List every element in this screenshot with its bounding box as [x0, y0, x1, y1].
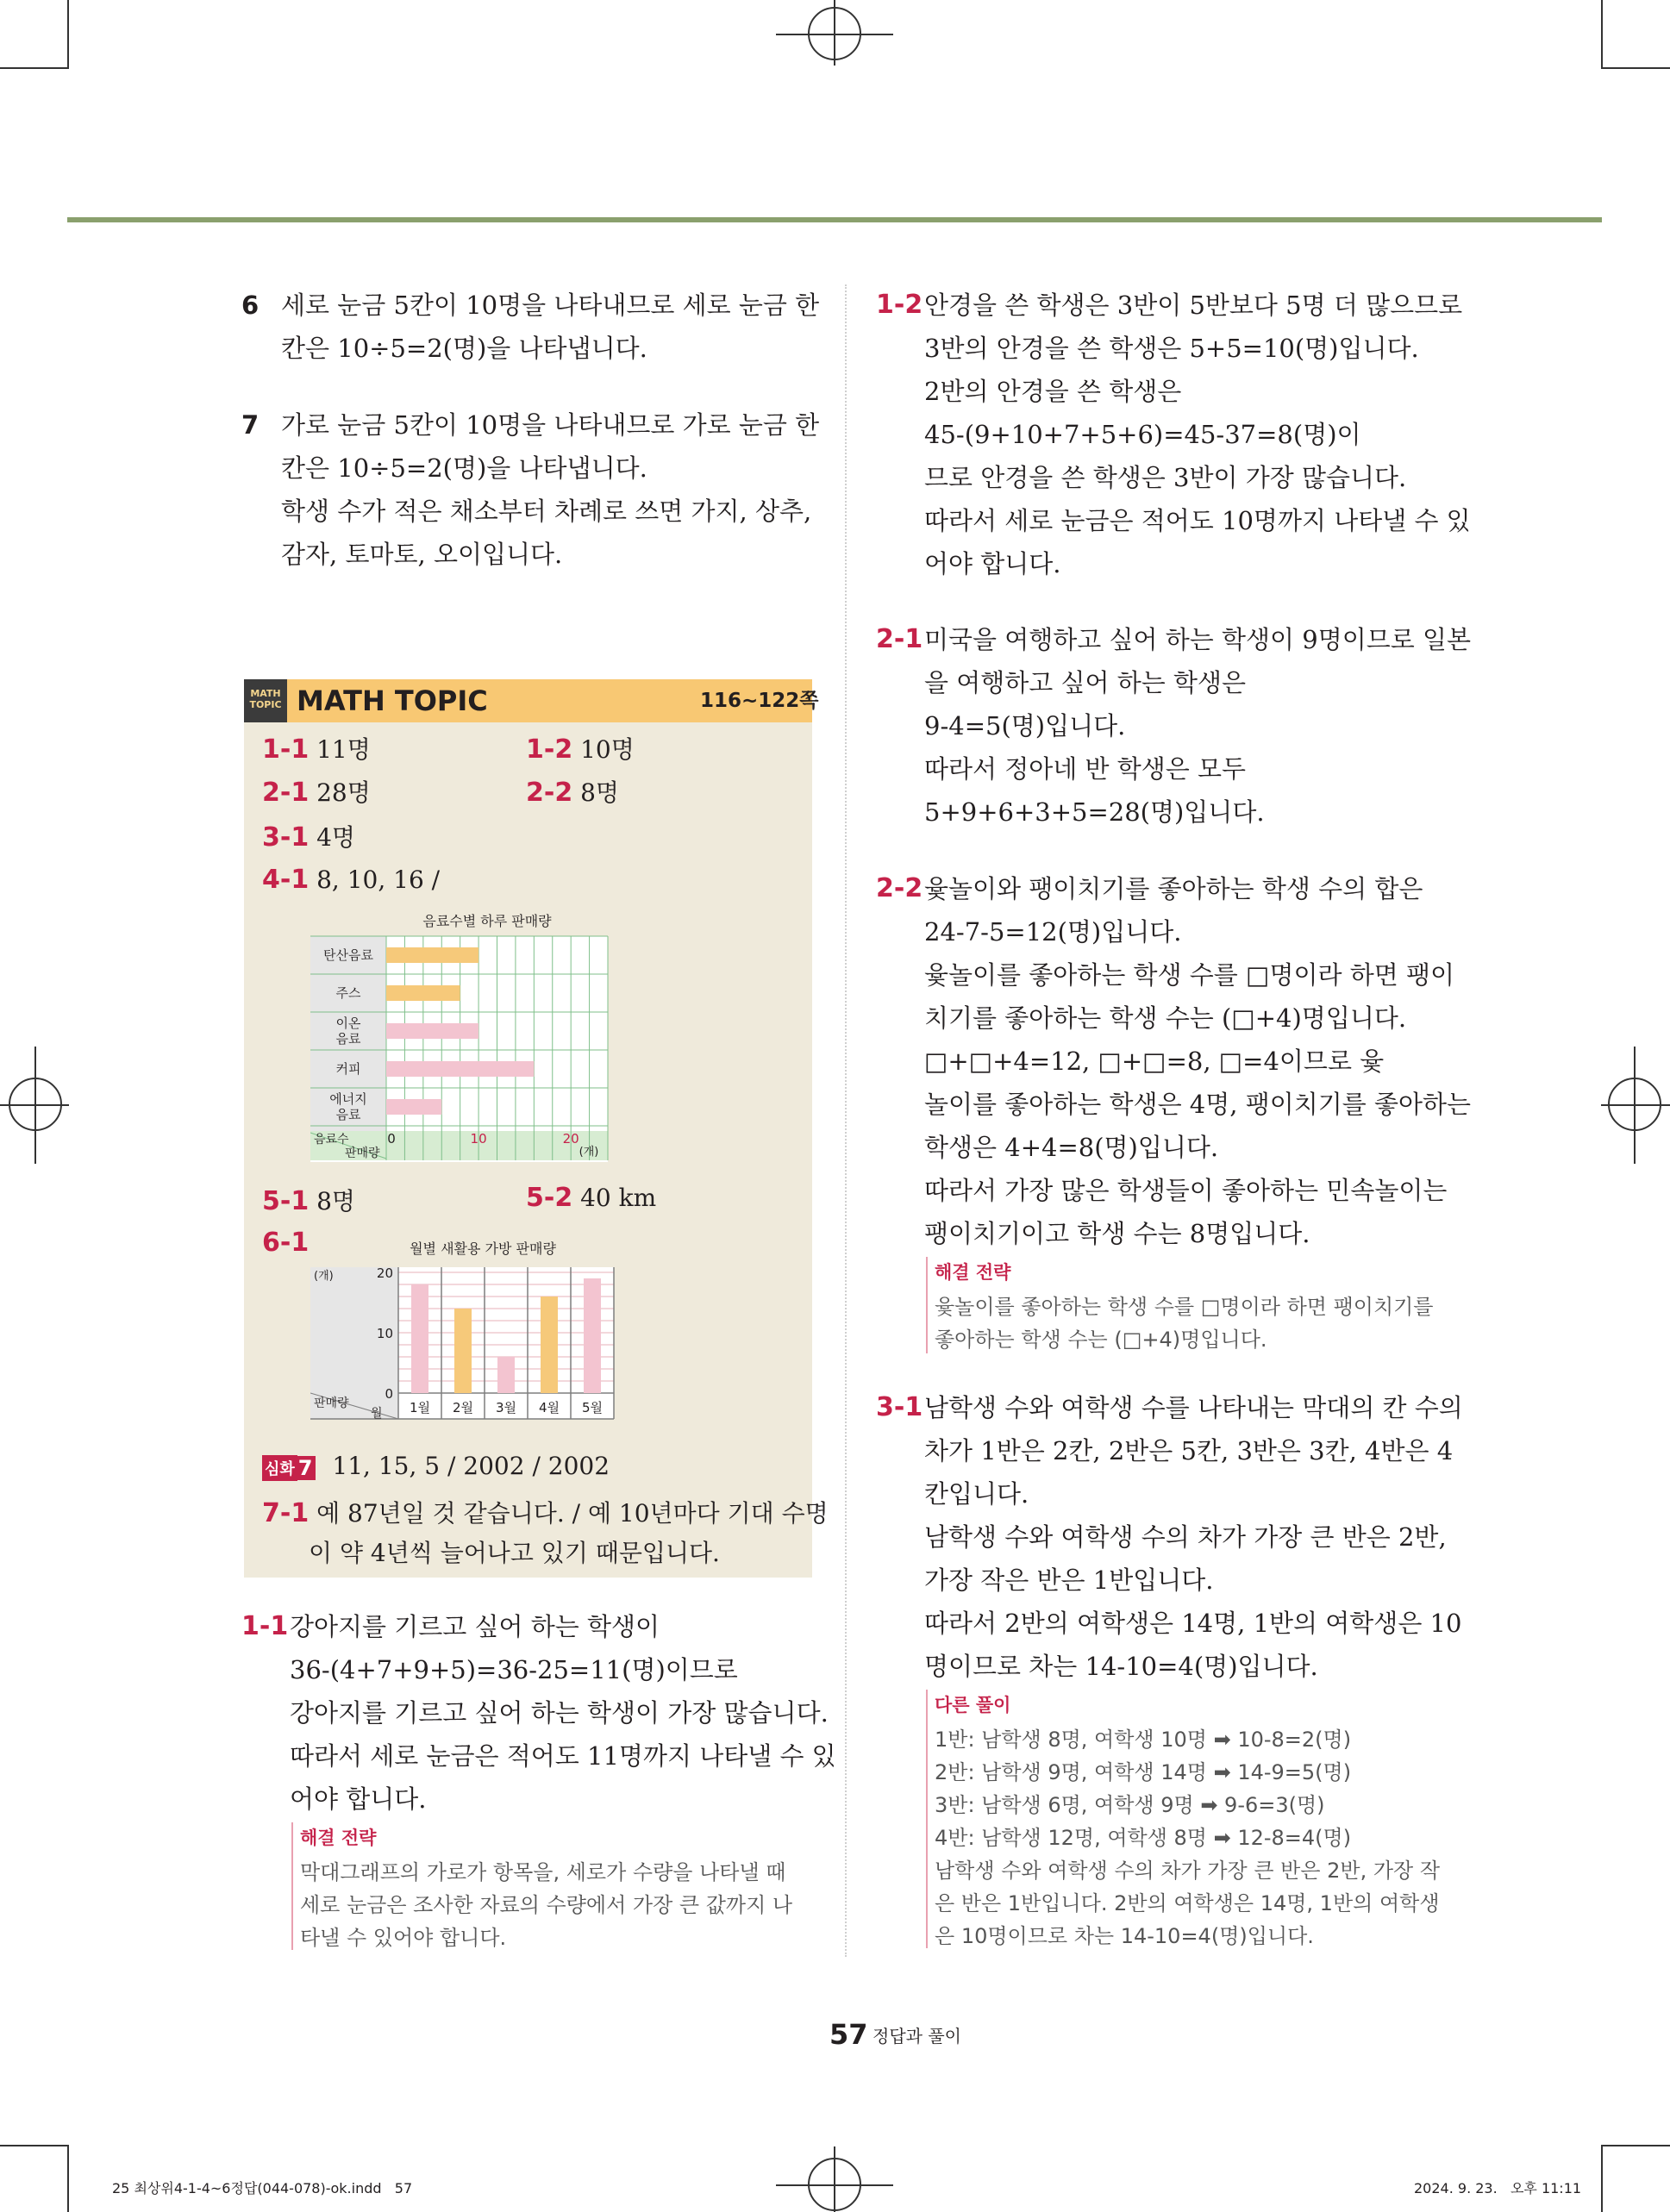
- answer-number: 2-2: [526, 778, 573, 808]
- solution-line: 안경을 쓴 학생은 3반이 5반보다 5명 더 많으므로: [924, 291, 1463, 320]
- category-label: 커피: [335, 1061, 361, 1077]
- solution-line: 어야 합니다.: [924, 549, 1061, 578]
- answer-number: 5-1: [262, 1186, 310, 1216]
- solution-line: 5+9+6+3+5=28(명)입니다.: [924, 797, 1265, 827]
- tip-line: 은 10명이므로 차는 14-10=4(명)입니다.: [935, 1924, 1314, 1948]
- category-label: 음료: [335, 1031, 361, 1047]
- solution-line: 칸은 10÷5=2(명)을 나타냅니다.: [281, 453, 647, 483]
- file-slug: 25 최상위4-1-4~6정답(044-078)-ok.indd 57: [112, 2180, 413, 2196]
- problem-number: 6: [241, 291, 260, 320]
- bar: [497, 1357, 515, 1393]
- strategy-tip: [926, 1257, 928, 1353]
- solution-line: 칸은 10÷5=2(명)을 나타냅니다.: [281, 334, 647, 363]
- answer-3-1: [262, 819, 355, 853]
- tip-line: 막대그래프의 가로가 항목을, 세로가 수량을 나타낼 때: [300, 1860, 786, 1884]
- problem-number: 1-2: [876, 290, 923, 320]
- tick-label: 20: [376, 1265, 393, 1281]
- math-topic-title: MATH TOPIC: [297, 684, 488, 717]
- answer-number: 7-1: [262, 1498, 310, 1528]
- badge-text: MATH: [250, 688, 281, 699]
- tip-line: 윷놀이를 좋아하는 학생 수를 □명이라 하면 팽이치기를: [935, 1295, 1434, 1319]
- tip-title: 다른 풀이: [935, 1695, 1011, 1715]
- solution-line: 2반의 안경을 쓴 학생은: [924, 377, 1182, 406]
- answer-number: 6-1: [262, 1228, 310, 1258]
- bar: [386, 1023, 478, 1039]
- crop-mark: [1601, 2145, 1603, 2212]
- bar: [386, 1099, 441, 1115]
- answer-value: 10명: [580, 735, 635, 764]
- crop-mark: [0, 2145, 69, 2146]
- tick-label: 0: [387, 1131, 396, 1147]
- answer-number: 1-1: [262, 734, 310, 765]
- chart-title: 월별 새활용 가방 판매량: [410, 1240, 556, 1257]
- tick-label: 0: [385, 1386, 393, 1402]
- unit-label: (개): [314, 1270, 334, 1283]
- category-label: 이온: [335, 1015, 361, 1031]
- answer-number: 2-1: [262, 778, 310, 808]
- header-rule: [67, 217, 1602, 222]
- answer-value: 28명: [316, 778, 371, 807]
- chart-title: 음료수별 하루 판매량: [422, 913, 552, 929]
- answer-deep-7: [262, 1452, 610, 1481]
- math-topic-badge: [244, 679, 287, 722]
- alternative-solution: [926, 1690, 928, 1948]
- answer-4-1: [262, 865, 440, 895]
- answer-value: 8명: [316, 1187, 355, 1215]
- registration-mark: [1634, 1047, 1636, 1164]
- answer-number: 3-1: [262, 822, 310, 853]
- answer-5-2: [526, 1183, 656, 1213]
- registration-mark: [34, 1047, 36, 1164]
- crop-mark: [67, 2145, 69, 2212]
- answer-value: 11명: [316, 735, 371, 764]
- solution-line: 따라서 정아네 반 학생은 모두: [924, 754, 1247, 784]
- tip-line: 3반: 남학생 6명, 여학생 9명 ➡ 9-6=3(명): [935, 1793, 1325, 1817]
- unit-label: (개): [579, 1146, 599, 1159]
- crop-mark: [1601, 2145, 1670, 2146]
- category-label: 주스: [335, 985, 361, 1001]
- crop-mark: [67, 0, 69, 69]
- answer-value: 8명: [580, 778, 619, 807]
- tick-label: 10: [470, 1131, 487, 1147]
- solution-line: 따라서 가장 많은 학생들이 좋아하는 민속놀이는: [924, 1176, 1448, 1205]
- page-number: 57: [829, 2018, 868, 2051]
- solution-line: 학생은 4+4=8(명)입니다.: [924, 1133, 1219, 1162]
- solution-line: 강아지를 기르고 싶어 하는 학생이: [290, 1612, 660, 1641]
- solution-line: 가로 눈금 5칸이 10명을 나타내므로 가로 눈금 한: [281, 410, 820, 440]
- bar: [386, 947, 478, 963]
- solution-line: 45-(9+10+7+5+6)=45-37=8(명)이: [924, 420, 1361, 449]
- solution-line: 감자, 토마토, 오이입니다.: [281, 540, 563, 569]
- print-date: 2024. 9. 23. 오후 11:11: [1414, 2180, 1582, 2196]
- bar: [454, 1309, 472, 1393]
- problem-number: 7: [241, 410, 260, 440]
- solution-line: 치기를 좋아하는 학생 수는 (□+4)명입니다.: [924, 1003, 1407, 1033]
- solution-line: 명이므로 차는 14-10=4(명)입니다.: [924, 1652, 1318, 1681]
- solution-line: 세로 눈금 5칸이 10명을 나타내므로 세로 눈금 한: [281, 291, 820, 320]
- answer-2-1: [262, 774, 371, 809]
- deep-badge-number: 7: [297, 1456, 316, 1480]
- answer-2-2: [526, 774, 619, 809]
- strategy-tip: [291, 1822, 293, 1950]
- answer-number: 1-2: [526, 734, 573, 765]
- solution-line: 어야 합니다.: [290, 1784, 427, 1814]
- answer-value: 40 km: [580, 1184, 657, 1212]
- solution-line: 을 여행하고 싶어 하는 학생은: [924, 668, 1247, 697]
- answer-value: 4명: [316, 823, 355, 852]
- solution-line: 남학생 수와 여학생 수를 나타내는 막대의 칸 수의: [924, 1393, 1463, 1422]
- tip-title: 해결 전략: [935, 1262, 1011, 1283]
- solution-line: 윷놀이와 팽이치기를 좋아하는 학생 수의 합은: [924, 874, 1423, 903]
- page-label: 정답과 풀이: [873, 2026, 961, 2046]
- bar: [386, 985, 460, 1001]
- registration-mark: [834, 2146, 835, 2212]
- solution-line: 강아지를 기르고 싶어 하는 학생이 가장 많습니다.: [290, 1698, 829, 1728]
- solution-line: 팽이치기이고 학생 수는 8명입니다.: [924, 1219, 1310, 1248]
- tip-line: 좋아하는 학생 수는 (□+4)명입니다.: [935, 1328, 1267, 1352]
- answer-number: 5-2: [526, 1183, 573, 1213]
- bar: [411, 1284, 428, 1393]
- tip-line: 1반: 남학생 8명, 여학생 10명 ➡ 10-8=2(명): [935, 1728, 1352, 1752]
- bar: [584, 1278, 601, 1393]
- axis-label: 월: [371, 1407, 383, 1421]
- axis-label: 판매량: [314, 1397, 349, 1410]
- tip-line: 남학생 수와 여학생 수의 차가 가장 큰 반은 2반, 가장 작: [935, 1859, 1441, 1883]
- column-divider: [845, 284, 847, 1957]
- math-topic-pages: 116~122쪽: [700, 690, 819, 712]
- category-label: 3월: [495, 1400, 517, 1415]
- solution-line: 차가 1반은 2칸, 2반은 5칸, 3반은 3칸, 4반은 4: [924, 1436, 1454, 1465]
- tip-line: 4반: 남학생 12명, 여학생 8명 ➡ 12-8=4(명): [935, 1826, 1352, 1850]
- solution-line: 윷놀이를 좋아하는 학생 수를 □명이라 하면 팽이: [924, 960, 1454, 990]
- bar: [541, 1297, 558, 1393]
- badge-text: TOPIC: [249, 699, 282, 710]
- problem-number: 2-1: [876, 624, 923, 654]
- category-label: 탄산음료: [323, 947, 373, 963]
- tick-label: 10: [376, 1326, 393, 1341]
- solution-line: 미국을 여행하고 싶어 하는 학생이 9명이므로 일본: [924, 625, 1472, 654]
- solution-line: 가장 작은 반은 1반입니다.: [924, 1565, 1214, 1595]
- solution-line: 학생 수가 적은 채소부터 차례로 쓰면 가지, 상추,: [281, 497, 812, 526]
- deep-badge: 심화: [262, 1455, 297, 1481]
- registration-mark: [834, 0, 835, 66]
- category-label: 2월: [452, 1400, 474, 1415]
- category-label: 음료: [335, 1107, 361, 1122]
- answer-1-1: [262, 731, 371, 765]
- bag-sales-chart: [310, 1233, 621, 1440]
- solution-line: 24-7-5=12(명)입니다.: [924, 917, 1182, 947]
- category-label: 1월: [409, 1400, 431, 1415]
- answer-5-1: [262, 1183, 355, 1217]
- beverage-sales-chart: [310, 905, 621, 1172]
- solution-line: 칸입니다.: [924, 1479, 1029, 1509]
- category-label: 4월: [538, 1400, 560, 1415]
- crop-mark: [1601, 0, 1603, 69]
- category-label: 에너지: [329, 1091, 367, 1107]
- solution-line: 므로 안경을 쓴 학생은 3반이 가장 많습니다.: [924, 463, 1407, 492]
- answer-7-1: [262, 1495, 829, 1529]
- solution-line: 36-(4+7+9+5)=36-25=11(명)이므로: [290, 1655, 738, 1684]
- answer-value: 8, 10, 16 /: [316, 865, 441, 894]
- solution-line: 남학생 수와 여학생 수의 차가 가장 큰 반은 2반,: [924, 1522, 1447, 1552]
- answer-1-2: [526, 731, 635, 765]
- answer-number: 4-1: [262, 865, 310, 895]
- category-label: 5월: [581, 1400, 604, 1415]
- axis-label: 판매량: [345, 1147, 380, 1160]
- tip-line: 은 반은 1반입니다. 2반의 여학생은 14명, 1반의 여학생: [935, 1891, 1440, 1915]
- problem-number: 2-2: [876, 873, 923, 903]
- bar: [386, 1061, 534, 1077]
- solution-line: 따라서 세로 눈금은 적어도 10명까지 나타낼 수 있: [924, 506, 1471, 535]
- crop-mark: [0, 67, 69, 69]
- answer-7-1-cont: 이 약 4년씩 늘어나고 있기 때문입니다.: [309, 1539, 720, 1567]
- solution-line: 9-4=5(명)입니다.: [924, 711, 1126, 740]
- problem-number: 1-1: [241, 1611, 289, 1641]
- answer-value: 11, 15, 5 / 2002 / 2002: [332, 1452, 610, 1480]
- solution-line: 따라서 세로 눈금은 적어도 11명까지 나타낼 수 있: [290, 1741, 836, 1771]
- tip-line: 타낼 수 있어야 합니다.: [300, 1926, 507, 1950]
- tip-line: 2반: 남학생 9명, 여학생 14명 ➡ 14-9=5(명): [935, 1760, 1352, 1784]
- solution-line: 놀이를 좋아하는 학생은 4명, 팽이치기를 좋아하는: [924, 1090, 1472, 1119]
- answer-6-1: [262, 1228, 309, 1258]
- tip-title: 해결 전략: [300, 1828, 377, 1848]
- problem-number: 3-1: [876, 1392, 923, 1422]
- answer-value: 예 87년일 것 같습니다. / 예 10년마다 기대 수명: [316, 1499, 829, 1528]
- tick-label: 20: [562, 1131, 579, 1147]
- tip-line: 세로 눈금은 조사한 자료의 수량에서 가장 큰 값까지 나: [300, 1893, 793, 1917]
- registration-mark: [1601, 1104, 1670, 1106]
- solution-line: □+□+4=12, □+□=8, □=4이므로 윷: [924, 1047, 1385, 1076]
- solution-line: 3반의 안경을 쓴 학생은 5+5=10(명)입니다.: [924, 334, 1419, 363]
- solution-line: 따라서 2반의 여학생은 14명, 1반의 여학생은 10: [924, 1609, 1462, 1638]
- crop-mark: [1601, 67, 1670, 69]
- axis-label: 음료수: [314, 1133, 349, 1147]
